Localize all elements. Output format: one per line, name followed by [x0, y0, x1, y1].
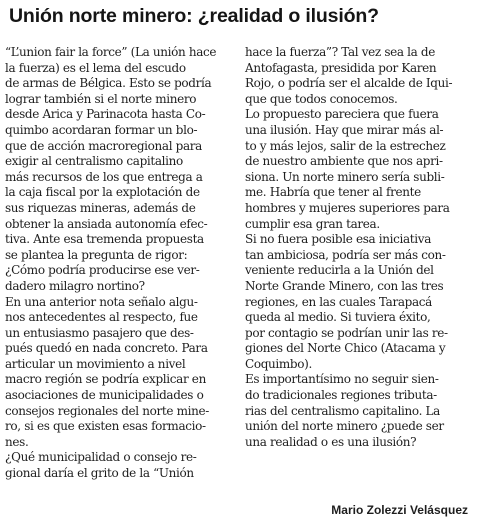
text-line: “L’union fair la force” (La unión hace — [5, 45, 217, 59]
text-line: lograr también si el norte minero — [5, 91, 197, 106]
text-line: dadero milagro nortino? — [5, 278, 145, 293]
text-line: la fuerza) es el lema del escudo — [5, 60, 186, 75]
text-line: pués quedó en nada concreto. Para — [5, 341, 208, 356]
text-line: queda al medio. Si tuviera éxito, — [245, 310, 431, 325]
text-line: cumplir esa gran tarea. — [245, 216, 380, 231]
author-signature: Mario Zolezzi Velásquez — [331, 503, 468, 517]
text-line: ¿Cómo podría producirse ese ver- — [5, 263, 200, 278]
text-line: se plantea la pregunta de rigor: — [5, 247, 188, 262]
text-line: ¿Qué municipalidad o consejo re- — [5, 450, 197, 465]
text-line: sus riquezas mineras, además de — [5, 200, 196, 215]
text-line: un entusiasmo pasajero que des- — [5, 325, 194, 340]
text-line: Antofagasta, presidida por Karen — [245, 60, 437, 75]
text-line: giones del Norte Chico (Atacama y — [245, 341, 446, 356]
text-line: que de acción macroregional para — [5, 138, 202, 153]
text-line: unión del norte minero ¿puede ser — [245, 419, 444, 434]
text-line: asociaciones de municipalidades o — [5, 388, 204, 403]
text-line: Coquimbo). — [245, 356, 312, 371]
text-line: do tradicionales regiones tributa- — [245, 388, 437, 403]
text-line: la caja fiscal por la explotación de — [5, 185, 200, 200]
text-line: articular un movimiento a nivel — [5, 356, 186, 371]
text-line: Si no fuera posible esa iniciativa — [245, 232, 431, 247]
text-line: gional daría el grito de la “Unión — [5, 466, 194, 481]
text-line: que que todos conocemos. — [245, 91, 398, 106]
article-column-right — [245, 45, 475, 450]
text-line: Lo propuesto pareciera que fuera — [245, 107, 439, 122]
text-line: exigir al centralismo capitalino — [5, 154, 183, 169]
text-line: obtener la ansiada autonomía efec- — [5, 216, 208, 231]
text-line: una realidad o es una ilusión? — [245, 434, 417, 449]
text-line: quimbo acordaran formar un blo- — [5, 122, 198, 137]
text-line: rias del centralismo capitalino. La — [245, 403, 440, 418]
headline: Unión norte minero: ¿realidad o ilusión? — [9, 5, 379, 27]
text-line: Es importantísimo no seguir sien- — [245, 372, 439, 387]
text-line: siona. Un norte minero sería subli- — [245, 169, 445, 184]
text-line: hombres y mujeres superiores para — [245, 200, 450, 215]
text-line: to y más lejos, salir de la estrechez — [245, 138, 446, 153]
text-line: por contagio se podrían unir las re- — [245, 325, 448, 340]
text-line: Norte Grande Minero, con las tres — [245, 278, 444, 293]
text-line: En una anterior nota señalo algu- — [5, 294, 198, 309]
text-line: hace la fuerza”? Tal vez sea la de — [245, 45, 436, 59]
text-line: una ilusión. Hay que mirar más al- — [245, 122, 444, 137]
text-line: nos antecedentes al respecto, fue — [5, 310, 198, 325]
text-line: consejos regionales del norte mine- — [5, 403, 209, 418]
text-line: Rojo, o podría ser el alcalde de Iqui- — [245, 76, 453, 91]
text-line: me. Habría que tener al frente — [245, 185, 421, 200]
text-line: nes. — [5, 434, 29, 449]
text-line: de armas de Bélgica. Esto se podría — [5, 76, 212, 91]
text-line: desde Arica y Parinacota hasta Co- — [5, 107, 206, 122]
text-line: veniente reducirla a la Unión del — [245, 263, 434, 278]
text-line: tan ambiciosa, podría ser más con- — [245, 247, 446, 262]
text-line: tiva. Ante esa tremenda propuesta — [5, 232, 204, 247]
article-column-left — [5, 45, 237, 482]
text-line: más recursos de los que entrega a — [5, 169, 203, 184]
text-line: macro región se podría explicar en — [5, 372, 206, 387]
text-line: de nuestro ambiente que nos apri- — [245, 154, 443, 169]
text-line: ro, si es que existen esas formacio- — [5, 419, 206, 434]
text-line: regiones, en las cuales Tarapacá — [245, 294, 432, 309]
